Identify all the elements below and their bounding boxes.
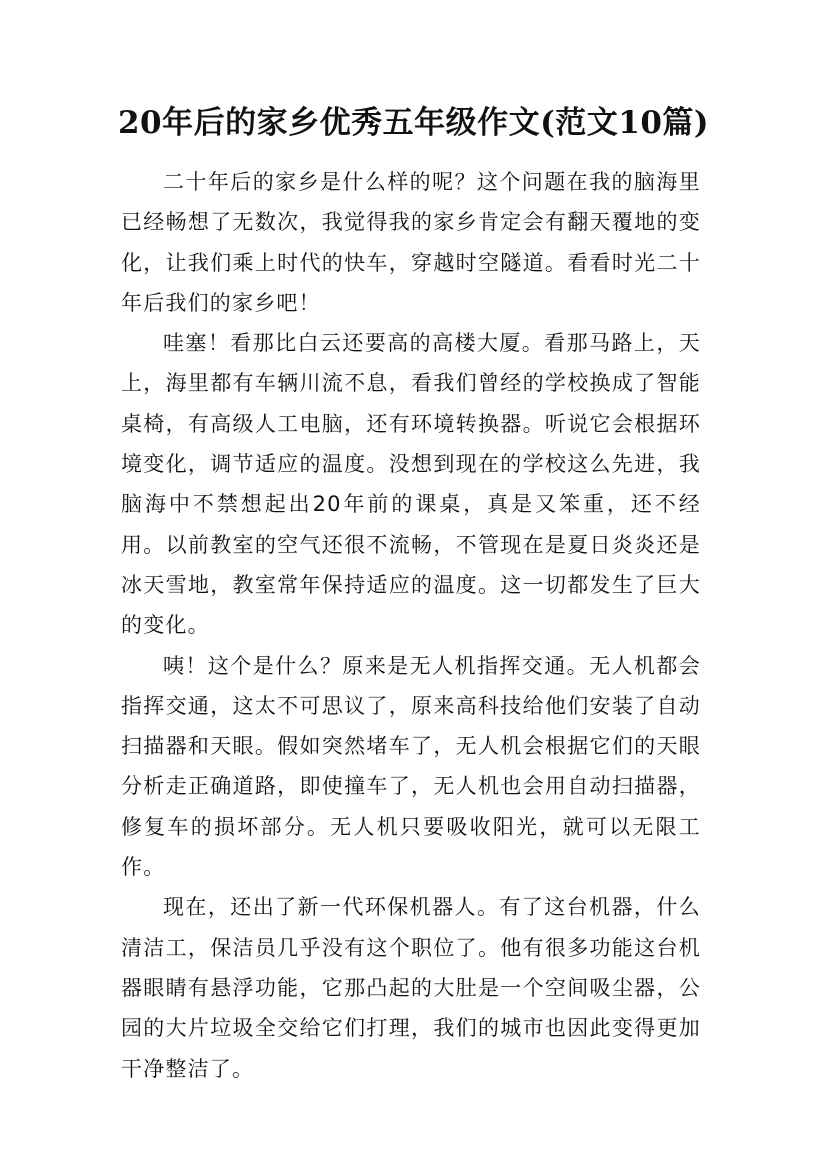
paragraph-4: 现在，还出了新一代环保机器人。有了这台机器，什么清洁工，保洁员几乎没有这个职位了。他有很多功能这台机器眼睛有悬浮功能，它那凸起的大肚是一个空间吸尘器，公园的大片垃圾全交给它们打理，我们的城市也因此变得更加干净整洁了。	[121, 895, 701, 1081]
document-title: 20年后的家乡优秀五年级作文(范文10篇)	[117, 105, 710, 141]
paragraph-3: 咦！这个是什么？原来是无人机指挥交通。无人机都会指挥交通，这太不可思议了，原来高科技给他们安装了自动扫描器和天眼。假如突然堵车了，无人机会根据它们的天眼分析走正确道路，即使撞车了，无人机也会用自动扫描器，修复车的损坏部分。无人机只要吸收阳光，就可以无限工作。	[121, 653, 701, 880]
essay-body	[121, 162, 701, 1089]
paragraph-2: 哇塞！看那比白云还要高的高楼大厦。看那马路上，天上，海里都有车辆川流不息，看我们曾经的学校换成了智能桌椅，有高级人工电脑，还有环境转换器。听说它会根据环境变化，调节适应的温度。没想到现在的学校这么先进，我脑海中不禁想起出20年前的课桌，真是又笨重，还不经用。以前教室的空气还很不流畅，不管现在是夏日炎炎还是冰天雪地，教室常年保持适应的温度。这一切都发生了巨大的变化。	[121, 331, 701, 638]
paragraph-1: 二十年后的家乡是什么样的呢？这个问题在我的脑海里已经畅想了无数次，我觉得我的家乡肯定会有翻天覆地的变化，让我们乘上时代的快车，穿越时空隧道。看看时光二十年后我们的家乡吧！	[121, 170, 701, 315]
